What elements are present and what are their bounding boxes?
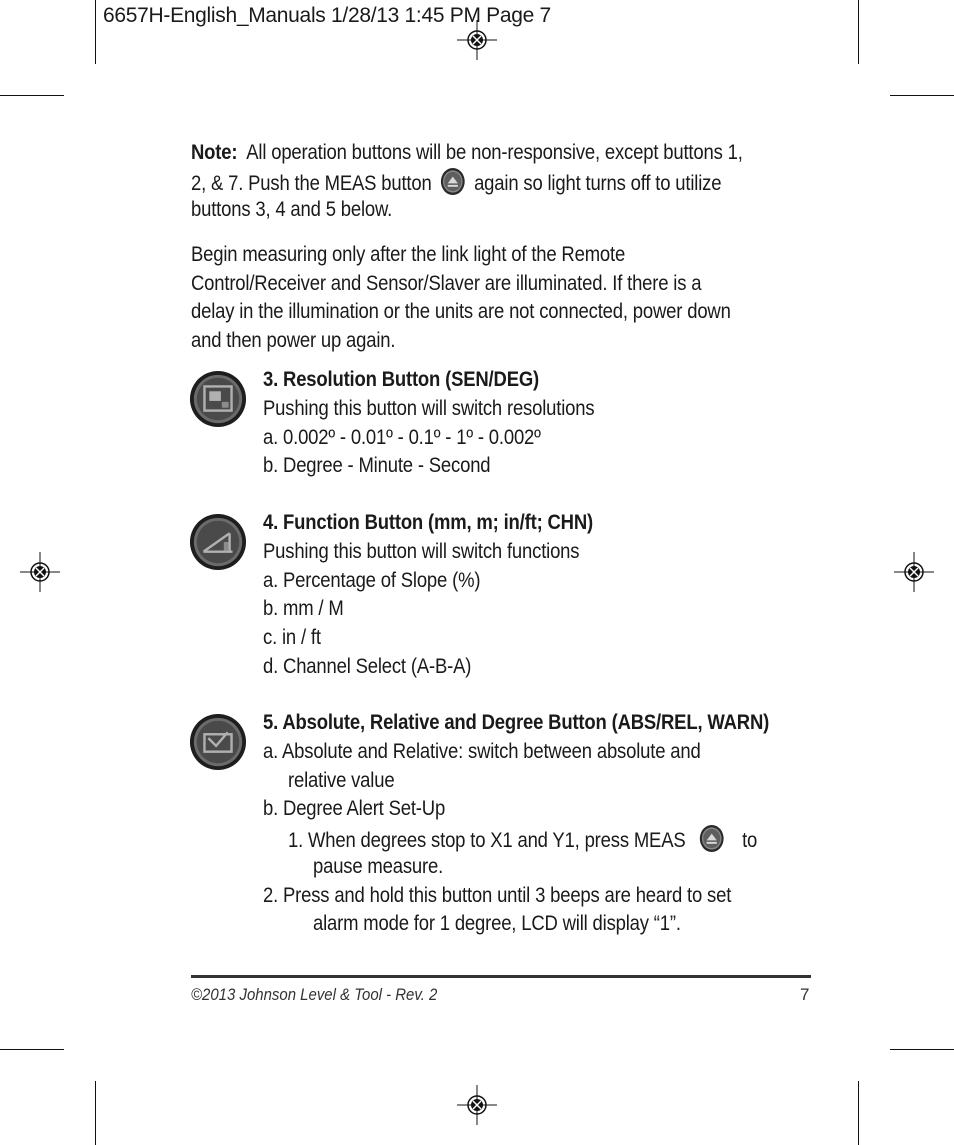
crop-mark [0, 1049, 64, 1050]
crop-mark [95, 0, 96, 64]
note-line [191, 167, 721, 199]
meas-button-icon [699, 824, 725, 853]
abs-rel-button-icon [189, 713, 247, 771]
section-heading: 4. Function Button (mm, m; in/ft; CHN) [263, 511, 594, 534]
section-heading: 3. Resolution Button (SEN/DEG) [263, 368, 540, 391]
section-line: b. mm / M [263, 597, 344, 620]
footer-rule [191, 975, 811, 978]
page-number: 7 [800, 985, 810, 1004]
note-line [191, 139, 743, 168]
crop-mark [890, 1049, 954, 1050]
section-subline-text: 1. When degrees stop to X1 and Y1, press MEAS [288, 829, 686, 852]
section-subline: pause measure. [313, 855, 444, 878]
note-text: buttons 3, 4 and 5 below. [191, 198, 393, 221]
body-text: delay in the illumination or the units are not connected, power down [191, 300, 731, 323]
body-text: and then power up again. [191, 329, 396, 352]
section-line: d. Channel Select (A-B-A) [263, 655, 472, 678]
note-label: Note: [191, 141, 238, 164]
registration-mark-icon [894, 552, 934, 592]
crop-mark [95, 1081, 96, 1145]
note-text: again so light turns off to utilize [474, 172, 722, 195]
note-line [191, 196, 392, 225]
note-text: 2, & 7. Push the MEAS button [191, 172, 432, 195]
crop-mark [890, 95, 954, 96]
section-line: b. Degree Alert Set-Up [263, 797, 446, 820]
section-line: a. Absolute and Relative: switch between absolute and [263, 740, 701, 763]
crop-mark [858, 1081, 859, 1145]
registration-mark-icon [457, 20, 497, 60]
registration-mark-icon [457, 1085, 497, 1125]
crop-mark [858, 0, 859, 64]
function-button-icon [189, 513, 247, 571]
section-line: b. Degree - Minute - Second [263, 454, 491, 477]
printer-slug: 6657H-English_Manuals 1/28/13 1:45 PM Page 7 [103, 4, 551, 27]
section-line: relative value [288, 769, 395, 792]
section-subline: alarm mode for 1 degree, LCD will display “1”. [313, 912, 681, 935]
section-line: a. Percentage of Slope (%) [263, 569, 481, 592]
body-text: Control/Receiver and Sensor/Slaver are illuminated. If there is a [191, 272, 702, 295]
section-line: Pushing this button will switch functions [263, 540, 580, 563]
body-text: Begin measuring only after the link light of the Remote [191, 243, 626, 266]
resolution-button-icon [189, 370, 247, 428]
section-subline: 2. Press and hold this button until 3 beeps are heard to set [263, 884, 732, 907]
section-line: c. in / ft [263, 626, 321, 649]
footer-copyright: ©2013 Johnson Level & Tool - Rev. 2 [191, 985, 438, 1004]
section-line: Pushing this button will switch resolutions [263, 397, 595, 420]
crop-mark [0, 95, 64, 96]
section-subline [288, 824, 757, 856]
section-heading: 5. Absolute, Relative and Degree Button (ABS/REL, WARN) [263, 711, 770, 734]
section-line: a. 0.002º - 0.01º - 0.1º - 1º - 0.002º [263, 426, 541, 449]
meas-button-icon [440, 167, 466, 196]
registration-mark-icon [20, 552, 60, 592]
note-text: All operation buttons will be non-responsive, except buttons 1, [246, 141, 743, 164]
section-subline-text: to [742, 829, 758, 852]
